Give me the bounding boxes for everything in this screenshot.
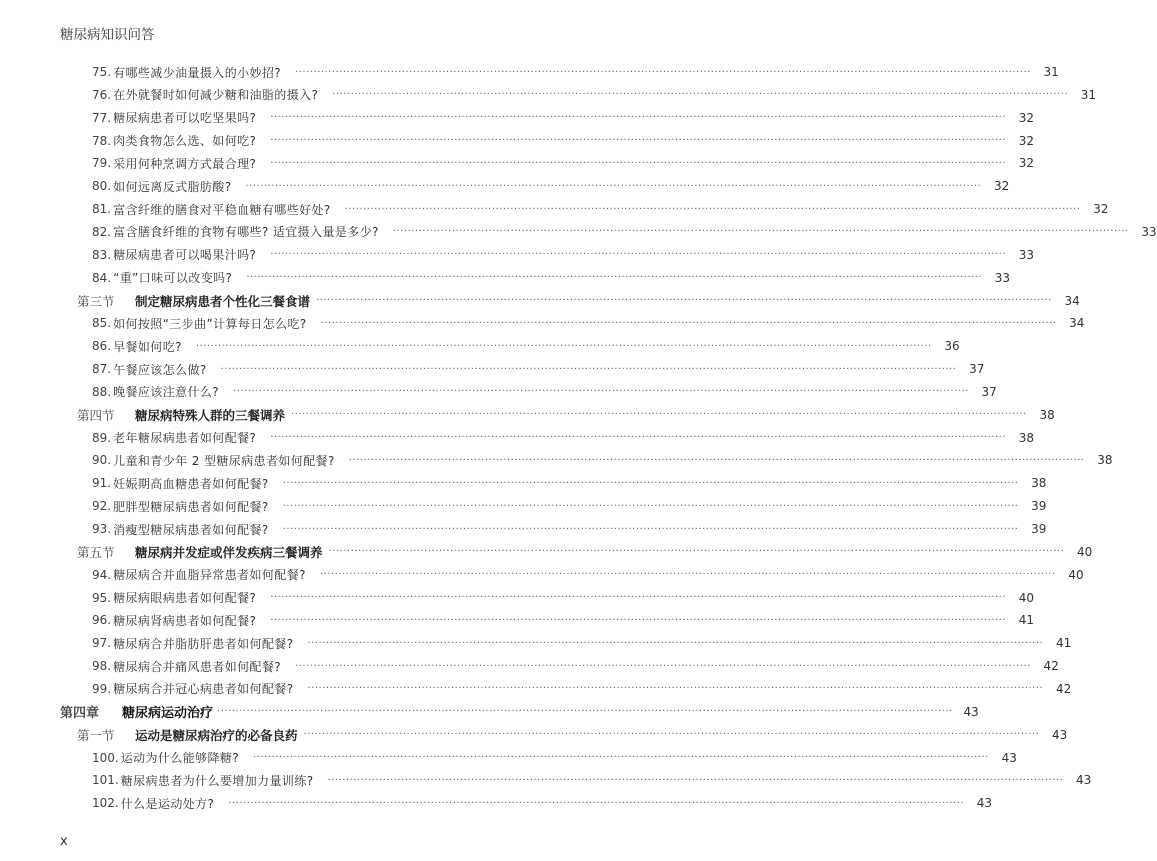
toc-leader-dots: ········································································································································································································: [291, 409, 1027, 421]
toc-entry-page: 38: [1039, 407, 1055, 422]
toc-entry-page: 38: [1097, 453, 1113, 468]
toc-entry-title: 糖尿病并发症或伴发疾病三餐调养: [135, 544, 323, 560]
toc-entry-number: 87.: [92, 362, 112, 377]
toc-entry-page: 32: [1018, 133, 1035, 148]
toc-entry-number: 98.: [92, 659, 112, 674]
toc-entry-page: 43: [1051, 727, 1068, 742]
toc-entry-page: 32: [1093, 202, 1109, 217]
toc-entry-title: 采用何种烹调方式最合理?: [113, 156, 257, 171]
toc-question-entry: [0, 152, 1035, 174]
toc-question-entry: [0, 84, 1097, 106]
toc-leader-dots: ········································································································································································································: [217, 706, 953, 718]
toc-leader-dots: ········································································································································································································: [195, 340, 932, 352]
toc-entry-number: 85.: [92, 316, 112, 331]
toc-entry-title: 运动为什么能够降糖?: [120, 751, 240, 765]
toc-entry-page: 42: [1055, 681, 1072, 696]
toc-entry-page: 41: [1055, 636, 1072, 651]
toc-leader-dots: ········································································································································································································: [282, 523, 1019, 535]
toc-entry-title: 糖尿病特殊人群的三餐调养: [135, 407, 286, 423]
toc-question-entry: [0, 198, 1109, 220]
toc-question-entry: [0, 175, 1010, 197]
toc-entry-title: 糖尿病患者为什么要增加力量训练?: [120, 773, 314, 788]
toc-entry-number: 82.: [92, 224, 112, 239]
toc-entry-title: 在外就餐时如何减少糖和油脂的摄入?: [113, 88, 319, 103]
toc-entry-number: 91.: [92, 476, 112, 491]
toc-entry-title: 肉类食物怎么选、如何吃?: [113, 134, 257, 149]
toc-leader-dots: ········································································································································································································: [344, 203, 1081, 215]
toc-entry-title: 有哪些减少油量摄入的小妙招?: [113, 65, 282, 80]
toc-entry-page: 43: [976, 796, 993, 811]
toc-question-entry: [0, 518, 1047, 540]
toc-entry-title: “重”口味可以改变吗?: [113, 271, 233, 286]
toc-leader-dots: ········································································································································································································: [348, 454, 1085, 466]
toc-entry-title: 妊娠期高血糖患者如何配餐?: [113, 476, 269, 491]
toc-question-entry: [0, 244, 1035, 266]
toc-question-entry: [0, 358, 985, 380]
toc-entry-number: 90.: [92, 453, 112, 468]
toc-entry-title: 糖尿病患者可以喝果汁吗?: [113, 248, 257, 263]
toc-question-entry: [0, 335, 960, 357]
toc-entry-title: 糖尿病患者可以吃坚果吗?: [113, 111, 257, 126]
running-header: 糖尿病知识问答: [60, 27, 155, 43]
toc-leader-dots: ········································································································································································································: [245, 180, 982, 192]
toc-entry-number: 第四章: [60, 706, 100, 722]
toc-question-entry: [0, 747, 1017, 769]
toc-entry-number: 78.: [92, 133, 112, 148]
toc-leader-dots: ········································································································································································································: [320, 317, 1057, 329]
toc-leader-dots: ········································································································································································································: [233, 386, 969, 398]
toc-entry-title: 糖尿病合并血脂异常患者如何配餐?: [113, 568, 306, 583]
toc-entry-number: 83.: [92, 247, 112, 262]
toc-entry-number: 84.: [92, 270, 112, 285]
toc-section-entry: [0, 724, 1068, 746]
toc-entry-page: 39: [1031, 522, 1047, 536]
toc-entry-title: 糖尿病合并痛风患者如何配餐?: [113, 659, 282, 674]
toc-question-entry: [0, 267, 1011, 289]
toc-entry-title: 运动是糖尿病治疗的必备良药: [135, 727, 298, 743]
toc-entry-page: 42: [1043, 659, 1059, 674]
toc-entry-number: 97.: [92, 636, 112, 651]
toc-question-entry: [0, 107, 1035, 129]
toc-entry-page: 33: [1141, 224, 1157, 239]
toc-leader-dots: ········································································································································································································: [270, 157, 1007, 169]
toc-leader-dots: ········································································································································································································: [392, 226, 1129, 238]
toc-entry-title: 什么是运动处方?: [120, 796, 215, 811]
toc-question-entry: [0, 587, 1035, 609]
toc-question-entry: [0, 564, 1084, 586]
toc-entry-page: 40: [1018, 590, 1035, 605]
page-number: x: [60, 834, 68, 849]
toc-leader-dots: ········································································································································································································: [319, 569, 1056, 581]
toc-entry-page: 31: [1080, 87, 1097, 102]
toc-entry-title: 午餐应该怎么做?: [113, 362, 207, 377]
toc-entry-page: 32: [1018, 110, 1035, 125]
toc-question-entry: [0, 472, 1047, 494]
toc-entry-number: 101.: [92, 773, 119, 788]
toc-leader-dots: ········································································································································································································: [295, 660, 1031, 672]
toc-leader-dots: ········································································································································································································: [307, 637, 1044, 649]
toc-entry-page: 43: [963, 704, 979, 719]
toc-leader-dots: ········································································································································································································: [282, 477, 1019, 489]
toc-entry-number: 89.: [92, 430, 112, 445]
toc-leader-dots: ········································································································································································································: [328, 546, 1065, 558]
toc-entry-title: 儿童和青少年 2 型糖尿病患者如何配餐?: [113, 453, 335, 468]
toc-entry-title: 糖尿病合并冠心病患者如何配餐?: [113, 682, 294, 697]
toc-entry-number: 93.: [92, 522, 112, 536]
toc-question-entry: [0, 632, 1072, 654]
toc-entry-page: 40: [1068, 567, 1084, 582]
toc-entry-title: 糖尿病眼病患者如何配餐?: [113, 591, 257, 606]
toc-question-entry: [0, 449, 1113, 471]
toc-entry-page: 32: [1018, 156, 1035, 171]
toc-leader-dots: ········································································································································································································: [270, 135, 1007, 147]
toc-entry-page: 43: [1001, 750, 1017, 765]
toc-question-entry: [0, 61, 1059, 83]
toc-leader-dots: ········································································································································································································: [270, 614, 1007, 626]
toc-leader-dots: ········································································································································································································: [282, 500, 1019, 512]
toc-entry-title: 早餐如何吃?: [113, 339, 182, 354]
toc-entry-page: 33: [1018, 247, 1035, 262]
toc-entry-page: 37: [981, 384, 997, 399]
toc-entry-page: 43: [1075, 773, 1092, 788]
toc-entry-number: 95.: [92, 590, 112, 605]
toc-question-entry: [0, 792, 993, 814]
toc-question-entry: [0, 609, 1035, 631]
toc-question-entry: [0, 655, 1059, 677]
toc-entry-page: 37: [969, 362, 985, 377]
toc-question-entry: [0, 678, 1072, 700]
toc-section-entry: [0, 290, 1080, 312]
toc-question-entry: [0, 769, 1092, 791]
toc-entry-number: 100.: [92, 750, 119, 765]
toc-entry-title: 富含膳食纤维的食物有哪些? 适宜摄入量是多少?: [113, 225, 379, 240]
toc-leader-dots: ········································································································································································································: [270, 249, 1007, 261]
toc-leader-dots: ········································································································································································································: [253, 752, 989, 763]
toc-entry-number: 76.: [92, 87, 112, 102]
toc-question-entry: [0, 130, 1035, 152]
toc-entry-title: 肥胖型糖尿病患者如何配餐?: [113, 499, 269, 514]
toc-entry-page: 41: [1018, 613, 1035, 628]
toc-entry-number: 77.: [92, 110, 112, 125]
toc-entry-title: 消瘦型糖尿病患者如何配餐?: [113, 522, 269, 537]
toc-entry-number: 96.: [92, 613, 112, 628]
toc-entry-page: 34: [1064, 293, 1080, 308]
toc-entry-number: 81.: [92, 202, 112, 217]
toc-entry-number: 102.: [92, 796, 119, 811]
toc-entry-number: 第五节: [77, 544, 115, 560]
toc-entry-title: 糖尿病运动治疗: [122, 706, 214, 722]
toc-question-entry: [0, 381, 997, 403]
toc-question-entry: [0, 221, 1157, 243]
toc-entry-number: 第一节: [77, 727, 115, 743]
toc-leader-dots: ········································································································································································································: [303, 729, 1040, 741]
toc-leader-dots: ········································································································································································································: [270, 112, 1007, 124]
toc-entry-number: 94.: [92, 567, 112, 582]
toc-leader-dots: ········································································································································································································: [307, 683, 1044, 695]
toc-entry-page: 31: [1043, 65, 1059, 79]
toc-entry-page: 38: [1031, 476, 1047, 491]
toc-leader-dots: ········································································································································································································: [316, 295, 1052, 306]
toc-leader-dots: ········································································································································································································: [295, 66, 1031, 78]
toc-question-entry: [0, 427, 1035, 449]
toc-entry-number: 80.: [92, 179, 112, 194]
toc-entry-number: 92.: [92, 499, 112, 514]
toc-entry-number: 88.: [92, 384, 112, 399]
toc-entry-number: 第三节: [77, 293, 115, 309]
toc-entry-title: 糖尿病肾病患者如何配餐?: [113, 613, 257, 628]
toc-entry-title: 富含纤维的膳食对平稳血糖有哪些好处?: [113, 202, 331, 217]
toc-section-entry: [0, 404, 1055, 426]
toc-section-entry: [0, 541, 1093, 563]
toc-entry-number: 79.: [92, 156, 112, 171]
toc-chapter-entry: [0, 701, 979, 723]
toc-entry-title: 晚餐应该注意什么?: [113, 385, 220, 400]
toc-leader-dots: ········································································································································································································: [228, 797, 965, 809]
toc-leader-dots: ········································································································································································································: [270, 592, 1007, 604]
toc-entry-title: 制定糖尿病患者个性化三餐食谱: [135, 293, 311, 309]
toc-entry-page: 34: [1069, 316, 1085, 331]
toc-entry-page: 33: [994, 270, 1011, 285]
toc-entry-page: 36: [944, 339, 960, 354]
toc-entry-title: 如何按照“三步曲”计算每日怎么吃?: [113, 316, 307, 331]
toc-question-entry: [0, 495, 1047, 517]
toc-entry-page: 39: [1031, 499, 1047, 514]
toc-entry-title: 如何远离反式脂肪酸?: [113, 179, 232, 194]
toc-entry-page: 32: [993, 179, 1010, 194]
toc-entry-page: 38: [1018, 430, 1035, 445]
toc-leader-dots: ········································································································································································································: [270, 432, 1007, 444]
toc-question-entry: [0, 312, 1085, 334]
toc-entry-number: 75.: [92, 65, 112, 79]
toc-entry-page: 40: [1076, 544, 1093, 559]
toc-entry-number: 第四节: [77, 407, 115, 423]
toc-entry-number: 99.: [92, 681, 112, 696]
toc-leader-dots: ········································································································································································································: [220, 363, 957, 375]
toc-leader-dots: ········································································································································································································: [327, 774, 1064, 786]
toc-entry-number: 86.: [92, 339, 112, 354]
toc-leader-dots: ········································································································································································································: [246, 272, 983, 284]
toc-entry-title: 糖尿病合并脂肪肝患者如何配餐?: [113, 636, 294, 651]
toc-entry-title: 老年糖尿病患者如何配餐?: [113, 431, 257, 446]
toc-leader-dots: ········································································································································································································: [332, 89, 1069, 101]
